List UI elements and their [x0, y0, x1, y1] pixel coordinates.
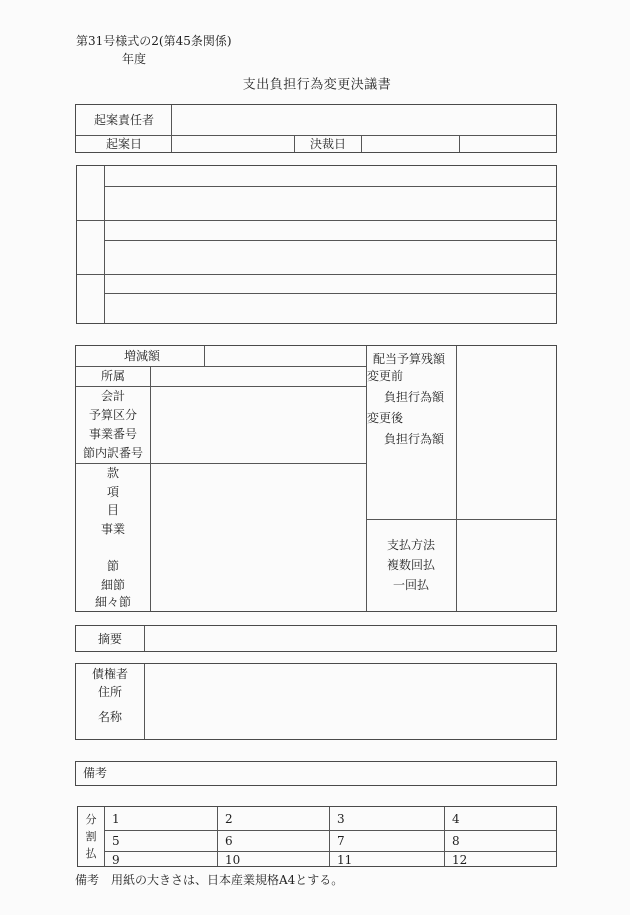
stamp-group3-title-cell: [105, 275, 557, 293]
saisaisetsu-label: 細々節: [94, 595, 132, 609]
stamp-group1-title-cell: [105, 166, 557, 186]
creditor-label: 債権者: [91, 667, 129, 681]
installment-cell-5: 5: [112, 834, 120, 848]
payment-method-value-cell: [457, 520, 557, 612]
summary-table: [75, 625, 557, 652]
change-amount-value-cell: [205, 346, 366, 366]
after-obligation-amount-label: 負担行為額: [384, 432, 445, 446]
grid-line: [104, 851, 557, 852]
affiliation-value-cell: [151, 367, 366, 386]
stamp-group3-side-cell: [77, 275, 104, 324]
grid-line: [294, 135, 295, 153]
installments-label-char: 分: [85, 813, 97, 826]
drafter-label: 起案責任者: [93, 113, 155, 127]
stamp-group1-body-cell: [105, 187, 557, 220]
remarks-value-area: [116, 762, 557, 786]
grid-line: [444, 807, 445, 866]
single-payment-label: 一回払: [392, 578, 430, 592]
remarks-box: [75, 761, 557, 786]
account-label: 会計: [100, 389, 126, 403]
jigyou-label: 事業: [100, 522, 126, 536]
stamp-group3-body-cell: [105, 294, 557, 324]
draft-date-value-cell: [172, 135, 294, 153]
approval-date-extra-cell: [460, 135, 557, 153]
allocated-budget-balance-label: 配当予算残額: [373, 352, 446, 366]
grid-line: [217, 807, 218, 866]
creditor-value-cell: [145, 664, 557, 740]
kan-label: 款: [106, 466, 120, 480]
multiple-payment-label: 複数回払: [386, 558, 436, 572]
installment-cell-11: 11: [337, 853, 353, 867]
installment-cell-9: 9: [112, 853, 120, 867]
affiliation-label: 所属: [100, 369, 126, 383]
project-number-label: 事業番号: [88, 427, 138, 441]
account-group-value-cell: [151, 387, 366, 463]
installment-cell-8: 8: [452, 834, 460, 848]
summary-label: 摘要: [97, 632, 123, 646]
grid-line: [104, 830, 557, 831]
page-title: 支出負担行為変更決議書: [242, 77, 392, 93]
installment-cell-10: 10: [225, 853, 241, 867]
budget-table: [75, 345, 557, 612]
stamp-group2-side-cell: [77, 221, 104, 274]
approval-date-value-cell: [362, 135, 459, 153]
form-number-text: 第31号様式の2(第45条関係): [76, 34, 232, 48]
before-change-label: 変更前: [367, 369, 404, 383]
creditor-name-label: 名称: [97, 710, 123, 724]
saisetsu-label: 細節: [100, 578, 126, 592]
grid-line: [329, 807, 330, 866]
moku-label: 目: [106, 503, 120, 517]
draft-date-label: 起案日: [105, 137, 143, 151]
installment-cell-2: 2: [225, 812, 233, 826]
installment-cell-6: 6: [225, 834, 233, 848]
approval-date-label: 決裁日: [309, 137, 347, 151]
payment-method-label: 支払方法: [386, 538, 436, 552]
stamp-group2-body-cell: [105, 241, 557, 274]
kou-label: 項: [106, 485, 120, 499]
stamp-group2-title-cell: [105, 221, 557, 240]
setsu-label: 節: [106, 559, 120, 573]
item-group-value-cell: [151, 464, 366, 612]
installment-cell-7: 7: [337, 834, 345, 848]
installments-label-char: 割: [85, 830, 97, 843]
change-amount-label: 増減額: [123, 349, 161, 363]
stamp-group1-side-cell: [77, 166, 104, 220]
fiscal-year-label: 年度: [122, 52, 147, 66]
installments-vertical-label: [78, 807, 104, 866]
installment-cell-1: 1: [112, 812, 120, 826]
installments-table: [77, 806, 557, 867]
installment-cell-12: 12: [452, 853, 468, 867]
creditor-table: [75, 663, 557, 740]
installment-cell-4: 4: [452, 812, 460, 826]
footer-note: 備考 用紙の大きさは、日本産業規格A4とする。: [75, 873, 344, 887]
remarks-label: 備考: [83, 766, 108, 780]
after-change-label: 変更後: [367, 411, 404, 425]
drafter-value-cell: [172, 105, 557, 135]
installments-label-char: 払: [85, 847, 97, 860]
grid-line: [104, 807, 105, 866]
installment-cell-3: 3: [337, 812, 345, 826]
before-obligation-amount-label: 負担行為額: [384, 390, 445, 404]
grid-line: [366, 346, 367, 611]
budget-category-label: 予算区分: [88, 408, 138, 422]
summary-value-cell: [145, 626, 557, 652]
creditor-address-label: 住所: [97, 685, 123, 699]
budget-amounts-value-cell: [457, 346, 557, 519]
header-table: [75, 104, 557, 153]
section-detail-number-label: 節内訳番号: [82, 446, 144, 460]
approval-stamp-table: [76, 165, 557, 324]
